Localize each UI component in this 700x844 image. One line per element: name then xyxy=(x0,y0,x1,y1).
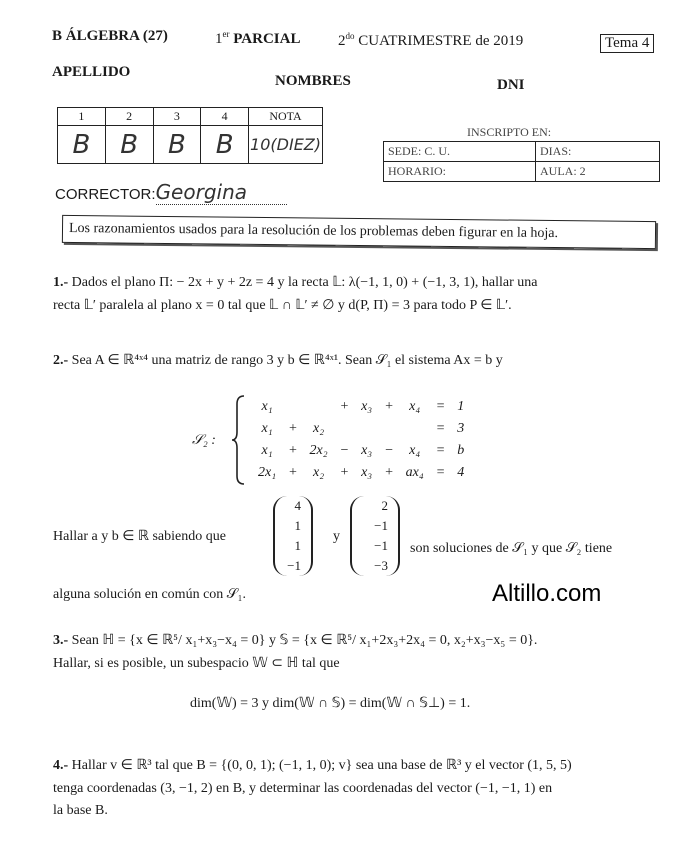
system-cell: + xyxy=(339,465,350,480)
watermark: Altillo.com xyxy=(492,580,602,607)
system-cell: + xyxy=(384,465,394,480)
parcial-num: 1 xyxy=(215,31,223,47)
grade-value: B xyxy=(105,126,153,164)
system-cell: x₂ xyxy=(313,465,325,480)
system-cell: b xyxy=(457,443,465,458)
q1-line: Dados el plano Π: − 2x + y + 2z = 4 y la recta 𝕃: λ(−1, 1, 0) + (−1, 3, 1), hallar una xyxy=(71,275,538,290)
vector-entry: −1 xyxy=(287,558,301,573)
inscripto-table xyxy=(383,141,660,182)
system-row xyxy=(252,440,470,462)
y-text: y xyxy=(333,529,340,544)
grade-header: NOTA xyxy=(249,108,323,126)
q4-line2: tenga coordenadas (3, −1, 2) en B, y determinar las coordenadas del vector (−1, −1, 1) en xyxy=(53,781,553,796)
system-cell: + xyxy=(339,399,350,414)
parcial-sup: er xyxy=(222,29,230,39)
system-cell: 1 xyxy=(457,399,465,414)
grade-value: B xyxy=(58,126,106,164)
system-cell: x₁ xyxy=(261,399,273,414)
q2-num: 2.- xyxy=(53,353,69,368)
hallar-text: Hallar a y b ∈ ℝ sabiendo que xyxy=(53,529,226,544)
aula-cell: AULA: 2 xyxy=(536,162,660,182)
grade-header: 4 xyxy=(201,108,249,126)
q3-formula: dim(𝕎) = 3 y dim(𝕎 ∩ 𝕊) = dim(𝕎 ∩ 𝕊⊥) = 1. xyxy=(190,696,471,711)
q4-line: Hallar v ∈ ℝ³ tal que B = {(0, 0, 1); (−1, 1, 0); v} sea una base de ℝ³ y el vector (1, 5, 5) xyxy=(71,758,572,773)
system-cell: − xyxy=(339,443,350,458)
system-cell: 3 xyxy=(457,421,465,436)
question-2 xyxy=(53,352,503,369)
system-cell: + xyxy=(384,399,394,414)
system-label: 𝒮₂ : xyxy=(192,433,216,448)
system-cell: ax₄ xyxy=(405,465,424,480)
corrector-row xyxy=(55,180,287,204)
system-cell: = xyxy=(435,399,446,414)
vector-entry: −3 xyxy=(374,558,388,573)
system-cell: x₄ xyxy=(409,443,421,458)
q1-num: 1.- xyxy=(53,275,69,290)
vector-1 xyxy=(273,496,313,576)
grade-value: B xyxy=(153,126,201,164)
question-4 xyxy=(53,757,572,774)
q2-line: Sea A ∈ ℝ⁴ˣ⁴ una matriz de rango 3 y b ∈ ℝ⁴ˣ¹. Sean 𝒮₁ el sistema Ax = b y xyxy=(71,353,503,368)
corrector-name: Georgina xyxy=(156,180,287,205)
system-cell: + xyxy=(288,421,298,436)
nota-value: 10(DIEZ) xyxy=(249,126,323,164)
tema-box: Tema 4 xyxy=(600,34,654,53)
apellido-label: APELLIDO xyxy=(52,64,131,80)
system-cell: x₃ xyxy=(361,443,373,458)
dias-cell: DIAS: xyxy=(536,142,660,162)
question-3 xyxy=(53,632,537,649)
system-cell: + xyxy=(288,465,298,480)
system-cell: x₃ xyxy=(361,399,373,414)
system-cell: = xyxy=(435,465,446,480)
course-title: B ÁLGEBRA (27) xyxy=(52,28,168,44)
system-cell xyxy=(400,418,430,440)
cuatri-num: 2 xyxy=(338,33,346,49)
son-text: son soluciones de 𝒮₁ y que 𝒮₂ tiene xyxy=(410,541,613,556)
system-cell: 4 xyxy=(457,465,465,480)
sede-cell: SEDE: C. U. xyxy=(384,142,536,162)
vector-entry: 2 xyxy=(381,498,388,513)
system-cell: + xyxy=(288,443,298,458)
q2-last-line: alguna solución en común con 𝒮₁. xyxy=(53,587,247,602)
system-cell xyxy=(355,418,378,440)
grade-value: B xyxy=(201,126,249,164)
parcial-label xyxy=(215,31,300,48)
system-cell xyxy=(304,396,334,418)
system-table xyxy=(252,396,470,484)
notice-box: Los razonamientos usados para la resolución de los problemas deben figurar en la hoja. xyxy=(62,215,656,249)
cuatri-sup: do xyxy=(345,31,355,41)
grade-header: 2 xyxy=(105,108,153,126)
system-cell xyxy=(378,418,399,440)
system-cell: = xyxy=(435,443,446,458)
nombres-label: NOMBRES xyxy=(275,73,351,89)
vector-entry: −1 xyxy=(374,518,388,533)
vector-entry: 4 xyxy=(294,498,301,513)
question-1 xyxy=(53,274,538,291)
system-row xyxy=(252,396,470,418)
corrector-label: CORRECTOR: xyxy=(55,186,156,203)
grade-header: 3 xyxy=(153,108,201,126)
horario-cell: HORARIO: xyxy=(384,162,536,182)
dni-label: DNI xyxy=(497,77,525,93)
system-row xyxy=(252,418,470,440)
q3-line2: Hallar, si es posible, un subespacio 𝕎 ⊂ ℍ tal que xyxy=(53,656,340,671)
system-cell: x₁ xyxy=(261,421,273,436)
q4-line3: la base B. xyxy=(53,803,108,818)
system-cell: x₁ xyxy=(261,443,273,458)
system-cell: = xyxy=(435,421,446,436)
cuatri-text: CUATRIMESTRE de 2019 xyxy=(358,33,524,49)
q1-line2: recta 𝕃′ paralela al plano x = 0 tal que 𝕃 ∩ 𝕃′ ≠ ∅ y d(P, Π) = 3 para todo P ∈ 𝕃′. xyxy=(53,298,512,313)
system-cell: x₄ xyxy=(409,399,421,414)
vector-entry: 1 xyxy=(294,518,301,533)
system-cell: − xyxy=(384,443,394,458)
vector-entry: 1 xyxy=(294,538,301,553)
parcial-text: PARCIAL xyxy=(233,31,301,47)
system-row xyxy=(252,462,470,484)
q4-num: 4.- xyxy=(53,758,69,773)
q3-line: Sean ℍ = {x ∈ ℝ⁵/ x₁+x₃−x₄ = 0} y 𝕊 = {x ∈ ℝ⁵/ x₁+2x₃+2x₄ = 0, x₂+x₃−x₅ = 0}. xyxy=(71,633,538,648)
system-cell: x₃ xyxy=(361,465,373,480)
vector-2 xyxy=(350,496,400,576)
vector-entry: −1 xyxy=(374,538,388,553)
system-cell xyxy=(334,418,355,440)
q3-num: 3.- xyxy=(53,633,69,648)
grade-header: 1 xyxy=(58,108,106,126)
brace-icon xyxy=(230,394,246,486)
system-cell: 2x₂ xyxy=(309,443,328,458)
system-cell: x₂ xyxy=(313,421,325,436)
system-cell xyxy=(282,396,303,418)
grades-table xyxy=(57,107,323,164)
system-cell: 2x₁ xyxy=(258,465,277,480)
inscripto-title: INSCRIPTO EN: xyxy=(467,125,552,139)
cuatrimestre-label xyxy=(338,33,523,50)
